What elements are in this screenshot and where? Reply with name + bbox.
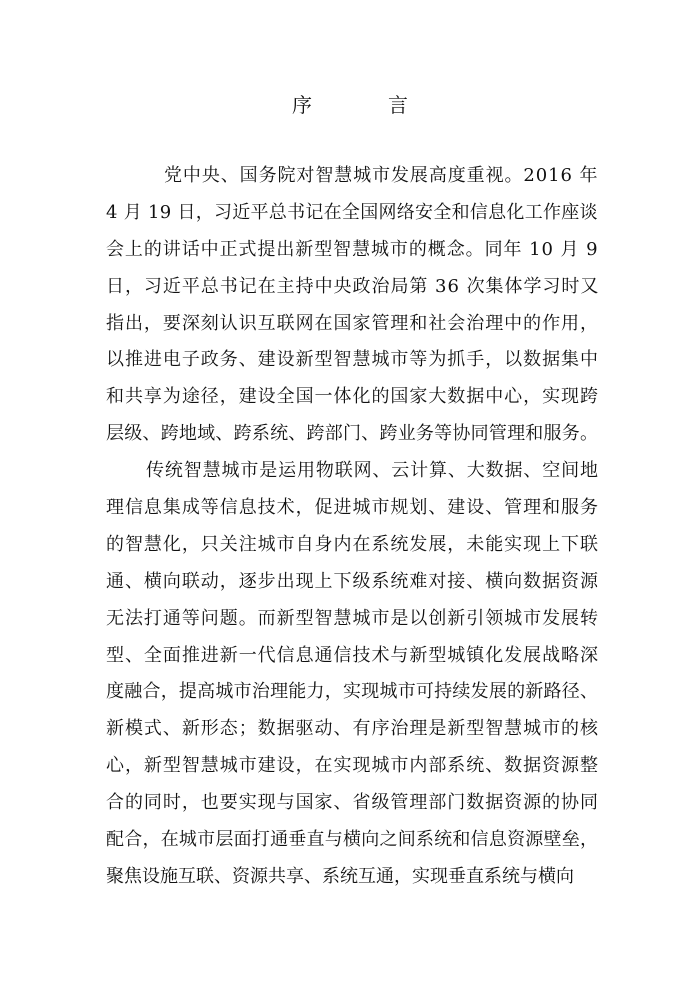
- paragraph-2-line: [106, 490, 598, 527]
- text-line: 党中央、国务院对智慧城市发展高度重视。2016 年: [164, 165, 599, 186]
- text-line: 的智慧化，只关注城市自身内在系统发展，未能实现上下联: [106, 533, 599, 555]
- paragraph-2-line: [106, 711, 598, 748]
- paragraph-2-line: [106, 822, 598, 859]
- paragraph-2-line: [106, 564, 598, 601]
- text-line: 4 月 19 日，习近平总书记在全国网络安全和信息化工作座谈: [106, 201, 598, 223]
- text-line: 度融合，提高城市治理能力，实现城市可持续发展的新路径、: [106, 681, 599, 703]
- text-line: 配合，在城市层面打通垂直与横向之间系统和信息资源壁垒，: [106, 829, 599, 851]
- text-line: 理信息集成等信息技术，促进城市规划、建设、管理和服务: [106, 497, 599, 519]
- paragraph-1-line: [106, 232, 598, 269]
- page-title: 序 言: [292, 93, 436, 117]
- paragraph-1-line: [106, 342, 598, 379]
- paragraph-1-line: [106, 269, 598, 306]
- text-line: 通、横向联动，逐步出现上下级系统难对接、横向数据资源: [106, 570, 599, 592]
- paragraph-2-line: [106, 601, 598, 638]
- paragraph-2-line: [106, 453, 598, 490]
- text-line: 聚焦设施互联、资源共享、系统互通，实现垂直系统与横向: [106, 865, 574, 887]
- paragraph-2-line: [106, 785, 598, 822]
- body-text: [106, 158, 598, 896]
- text-line: 会上的讲话中正式提出新型智慧城市的概念。同年 10 月 9: [106, 238, 599, 260]
- paragraph-1-line: [106, 306, 598, 343]
- text-line: 和共享为途径，建设全国一体化的国家大数据中心，实现跨: [106, 386, 599, 408]
- text-line: 日，习近平总书记在主持中央政治局第 36 次集体学习时又: [106, 275, 600, 297]
- text-line: 传统智慧城市是运用物联网、云计算、大数据、空间地: [146, 460, 599, 482]
- paragraph-1-line: [106, 379, 598, 416]
- paragraph-2-line: [106, 638, 598, 675]
- paragraph-1-line: [106, 158, 598, 195]
- paragraph-1-line: [106, 416, 598, 453]
- text-line: 合的同时，也要实现与国家、省级管理部门数据资源的协同: [106, 792, 599, 814]
- text-line: 以推进电子政务、建设新型智慧城市等为抓手，以数据集中: [106, 349, 599, 371]
- text-line: 无法打通等问题。而新型智慧城市是以创新引领城市发展转: [106, 607, 599, 629]
- text-line: 指出，要深刻认识互联网在国家管理和社会治理中的作用，: [106, 312, 599, 334]
- text-line: 心，新型智慧城市建设，在实现城市内部系统、数据资源整: [106, 755, 599, 777]
- paragraph-2-line: [106, 748, 598, 785]
- text-line: 新模式、新形态；数据驱动、有序治理是新型智慧城市的核: [106, 718, 599, 740]
- paragraph-2-line: [106, 527, 598, 564]
- paragraph-1-line: [106, 195, 598, 232]
- text-line: 层级、跨地域、跨系统、跨部门、跨业务等协同管理和服务。: [106, 423, 599, 445]
- text-line: 型、全面推进新一代信息通信技术与新型城镇化发展战略深: [106, 644, 599, 666]
- paragraph-2-line: [106, 674, 598, 711]
- paragraph-2-line: [106, 859, 598, 896]
